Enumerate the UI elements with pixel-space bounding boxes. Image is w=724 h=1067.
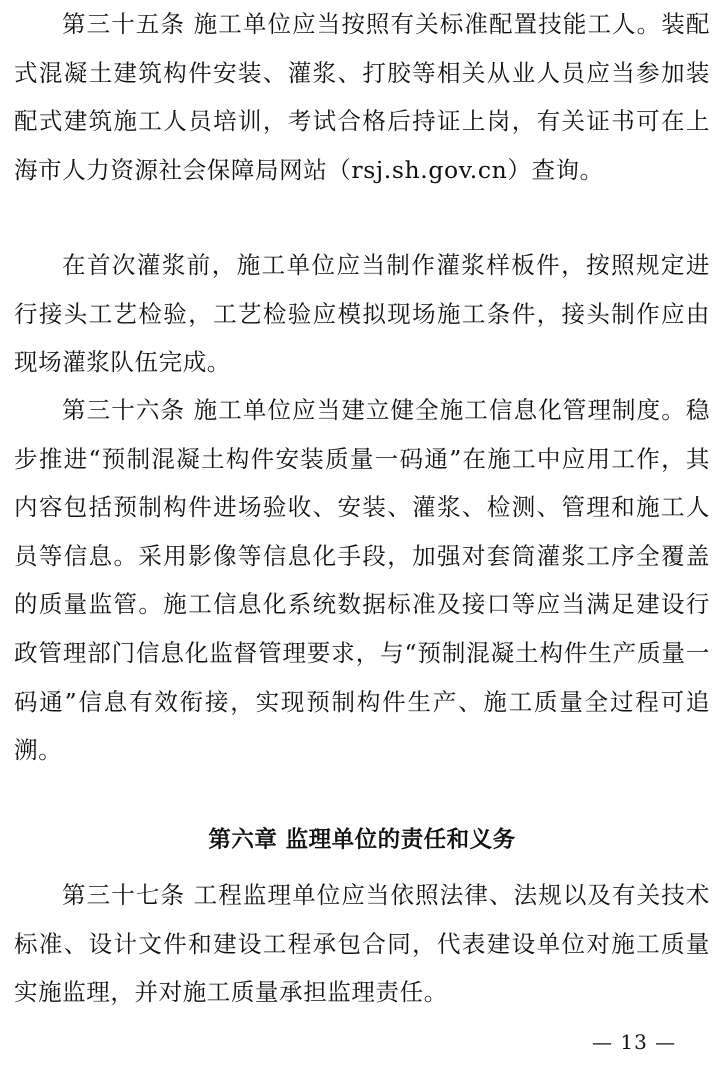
article-35-paragraph: 第三十五条 施工单位应当按照有关标准配置技能工人。装配式混凝土建筑构件安装、灌浆、打胶等相关从业人员应当参加装配式建筑施工人员培训，考试合格后持证上岗，有关证书可在上海市人力资源社会保障局网站（rsj.sh.gov.cn）查询。 xyxy=(14,10,710,184)
article-37-paragraph: 第三十七条 工程监理单位应当依照法律、法规以及有关技术标准、设计文件和建设工程承包合同，代表建设单位对施工质量实施监理，并对施工质量承担监理责任。 xyxy=(14,881,710,1007)
chapter-heading: 第六章 监理单位的责任和义务 xyxy=(208,827,516,853)
article-35-grouting-paragraph: 在首次灌浆前，施工单位应当制作灌浆样板件，按照规定进行接头工艺检验，工艺检验应模拟现场施工条件，接头制作应由现场灌浆队伍完成。 xyxy=(14,251,710,377)
page-number: — 13 — xyxy=(592,1030,677,1054)
article-36-paragraph: 第三十六条 施工单位应当建立健全施工信息化管理制度。稳步推进“预制混凝土构件安装质量一码通”在施工中应用工作，其内容包括预制构件进场验收、安装、灌浆、检测、管理和施工人员等信息。采用影像等信息化手段，加强对套筒灌浆工序全覆盖的质量监管。施工信息化系统数据标准及接口等应当满足建设行政管理部门信息化监督管理要求，与“预制混凝土构件生产质量一码通”信息有效衔接，实现预制构件生产、施工质量全过程可追溯。 xyxy=(14,396,710,765)
